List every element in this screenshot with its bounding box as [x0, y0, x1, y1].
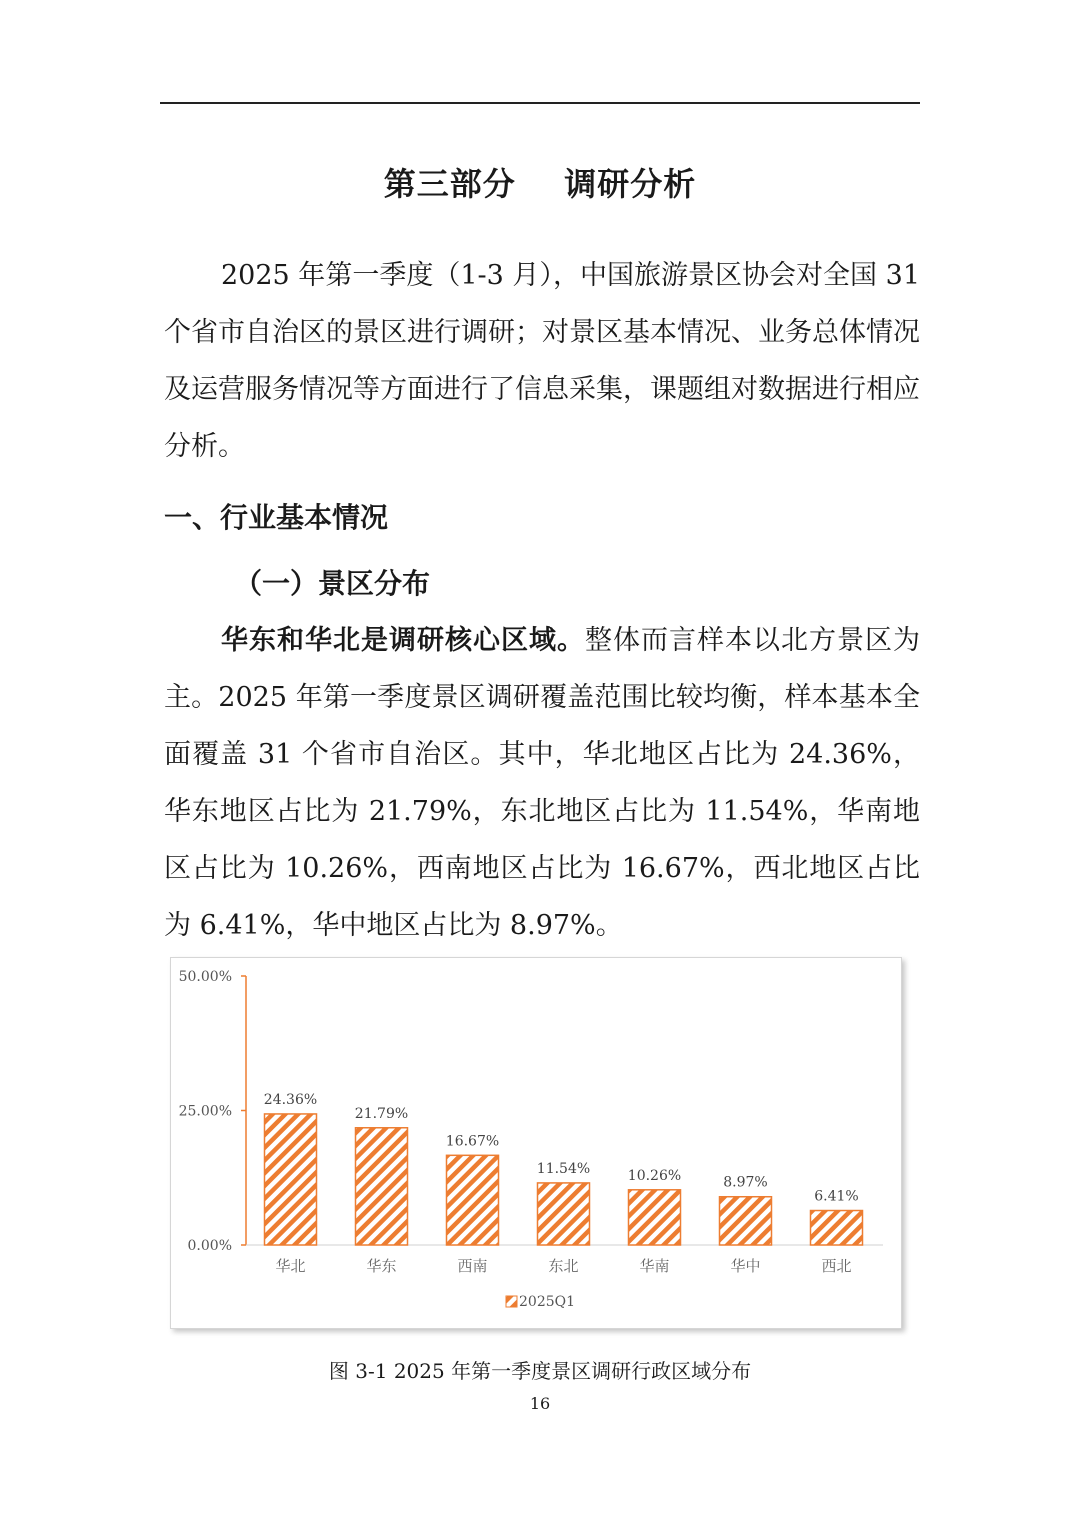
chart-canvas	[171, 958, 901, 1328]
x-category-label: 西北	[821, 1257, 852, 1275]
subsection-heading: （一）景区分布	[234, 567, 431, 600]
x-category-label: 华中	[730, 1257, 761, 1275]
page-title: 第三部分 调研分析	[383, 165, 697, 204]
bar-value-label: 6.41%	[814, 1188, 859, 1205]
distribution-paragraph	[164, 612, 920, 954]
y-tick-label: 25.00%	[178, 1103, 232, 1120]
bar-华东	[356, 1128, 408, 1245]
intro-paragraph: 2025 年第一季度（1-3 月），中国旅游景区协会对全国 31 个省市自治区的景区进行调研；对景区基本情况、业务总体情况及运营服务情况等方面进行了信息采集，课题组对数据进行相应分析。	[164, 260, 920, 462]
bar-华中	[720, 1197, 772, 1245]
header-rule	[160, 102, 920, 104]
section-heading: 一、行业基本情况	[164, 501, 389, 534]
legend-swatch	[506, 1296, 517, 1307]
x-category-label: 东北	[548, 1257, 579, 1275]
bar-value-label: 10.26%	[627, 1167, 682, 1184]
bar-华南	[629, 1190, 681, 1245]
paragraph-lead: 华东和华北是调研核心区域。	[221, 625, 585, 656]
page-number: 16	[529, 1394, 551, 1413]
x-category-label: 华东	[366, 1257, 397, 1275]
figure-caption: 图 3-1 2025 年第一季度景区调研行政区域分布	[328, 1359, 752, 1383]
region-distribution-chart	[170, 957, 902, 1329]
bar-value-label: 8.97%	[723, 1174, 768, 1191]
x-category-label: 西南	[457, 1257, 488, 1275]
bar-西北	[811, 1211, 863, 1245]
x-category-label: 华南	[639, 1257, 670, 1275]
bar-value-label: 11.54%	[536, 1160, 591, 1177]
bar-value-label: 24.36%	[263, 1091, 318, 1108]
legend-label: 2025Q1	[519, 1294, 576, 1310]
bar-东北	[538, 1183, 590, 1245]
y-tick-label: 0.00%	[187, 1238, 232, 1254]
y-tick-label: 50.00%	[178, 969, 232, 985]
bar-华北	[265, 1114, 317, 1245]
x-category-label: 华北	[275, 1257, 306, 1275]
bar-value-label: 21.79%	[354, 1105, 409, 1122]
bar-西南	[447, 1155, 499, 1245]
bar-value-label: 16.67%	[445, 1133, 500, 1150]
paragraph-body: 整体而言样本以北方景区为主。2025 年第一季度景区调研覆盖范围比较均衡，样本基本全面覆盖 31 个省市自治区。其中，华北地区占比为 24.36%，华东地区占比为 21.79%，东北地区占比为 11.54%，华南地区占比为 10.26%，西南地区占比为 16.67%，西北地区占比为 6.41%，华中地区占比为 8.97%。	[164, 625, 920, 941]
